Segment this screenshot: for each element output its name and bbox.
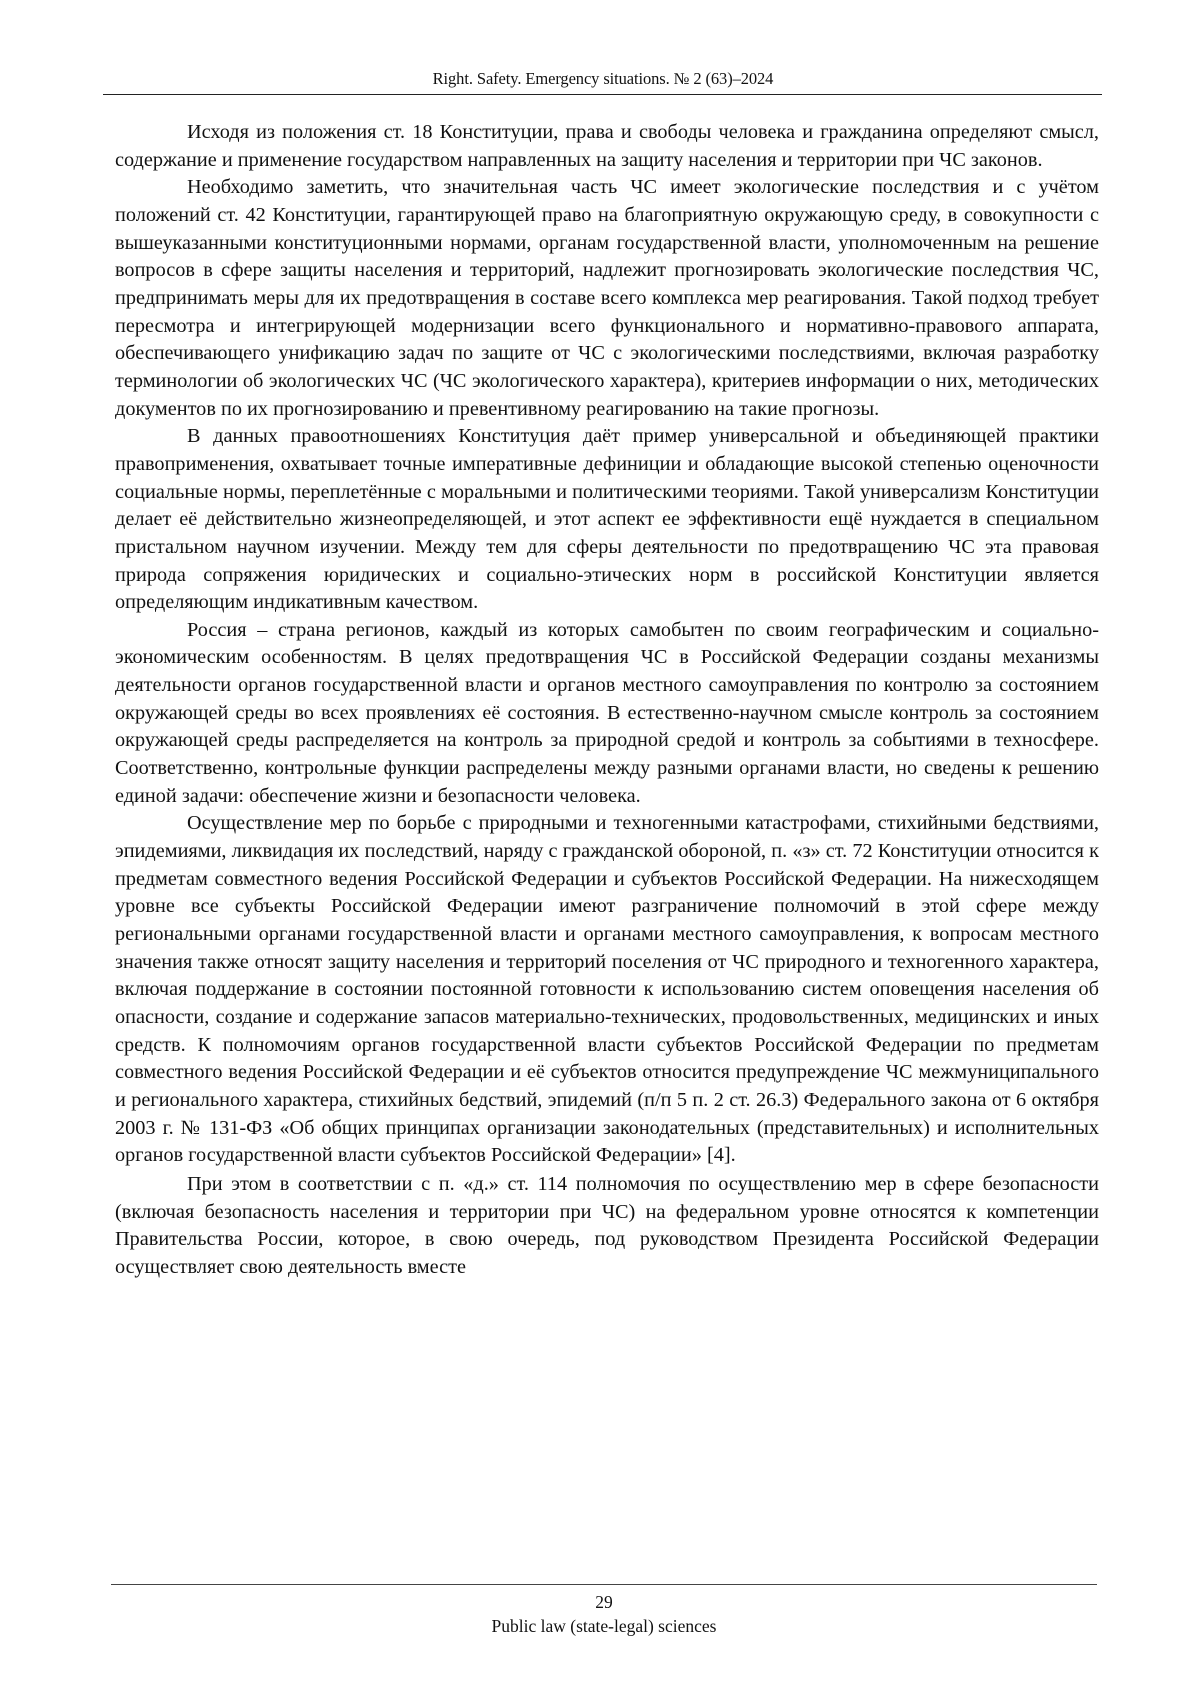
footer-divider: [111, 1584, 1097, 1585]
paragraph-universal-practice: В данных правоотношениях Конституция даёт пример универсальной и объединяющей практики правоприменения, охватывает точные императивные дефиниции и обладающие высокой степенью оценочности социальные нормы, переплетённые с моральными и политическими теориями. Такой универсализм Конституции делает её действительно жизнеопределяющей, и этот аспект ее эффективности ещё нуждается в специальном пристальном научном изучении. Между тем для сферы деятельности по предотвращению ЧС эта правовая природа сопряжения юридических и социально-этических норм в российской Конституции является определяющим индикативным качеством.: [115, 425, 1099, 614]
paragraph-russia-regions: Россия – страна регионов, каждый из которых самобытен по своим географическим и социально-экономическим особенностям. В целях предотвращения ЧС в Российской Федерации созданы механизмы деятельности органов государственной власти и органов местного самоуправления по контролю за состоянием окружающей среды во всех проявлениях её состояния. В естественно-научном смысле контроль за состоянием окружающей среды распределяется на контроль за природной средой и контроль за событиями в техносфере. Соответственно, контрольные функции распределены между разными органами власти, но сведены к решению единой задачи: обеспечение жизни и безопасности человека.: [115, 618, 1099, 807]
paragraph-ecological-consequences: Необходимо заметить, что значительная часть ЧС имеет экологические последствия и с учётом положений ст. 42 Конституции, гарантирующей право на благоприятную окружающую среду, в совокупности с вышеуказанными конституционными нормами, органам государственной власти, уполномоченным на решение вопросов в сфере защиты населения и территорий, надлежит прогнозировать экологические последствия ЧС, предпринимать меры для их предотвращения в составе всего комплекса мер реагирования. Такой подход требует пересмотра и интегрирующей модернизации всего функционального и нормативно-правового аппарата, обеспечивающего унификацию задач по защите от ЧС с экологическими последствиями, включая разработку терминологии об экологических ЧС (ЧС экологического характера), критериев информации о них, методических документов по их прогнозированию и превентивному реагированию на такие прогнозы.: [115, 176, 1099, 420]
article-body: [115, 119, 1099, 1282]
paragraph-joint-jurisdiction: Осуществление мер по борьбе с природными и техногенными катастрофами, стихийными бедствиями, эпидемиями, ликвидация их последствий, наряду с гражданской обороной, п. «з» ст. 72 Конституции относится к предметам совместного ведения Российской Федерации и субъектов Российской Федерации. На нижесходящем уровне все субъекты Российской Федерации имеют разграничение полномочий в этой сфере между региональными органами государственной власти и органами местного самоуправления, к вопросам местного значения также относят защиту населения и территорий поселения от ЧС природного и техногенного характера, включая поддержание в состоянии постоянной готовности к использованию систем оповещения населения об опасности, создание и содержание запасов материально-технических, продовольственных, медицинских и иных средств. К полномочиям органов государственной власти субъектов Российской Федерации по предметам совместного ведения Российской Федерации и её субъектов относится предупреждение ЧС межмуниципального и регионального характера, стихийных бедствий, эпидемий (п/п 5 п. 2 ст. 26.3) Федерального закона от 6 октября 2003 г. № 131-ФЗ «Об общих принципах организации законодательных (представительных) и исполнительных органов государственной власти субъектов Российской Федерации» [4].: [115, 812, 1099, 1167]
running-header: Right. Safety. Emergency situations. № 2 (63)–2024: [432, 69, 774, 88]
page-number: 29: [595, 1592, 613, 1612]
footer-section-title: Public law (state-legal) sciences: [491, 1616, 717, 1636]
header-divider: [103, 94, 1102, 95]
paragraph-government-powers: При этом в соответствии с п. «д.» ст. 114 полномочия по осуществлению мер в сфере безопасности (включая безопасность населения и территории при ЧС) на федеральном уровне относятся к компетенции Правительства России, которое, в свою очередь, под руководством Президента Российской Федерации осуществляет свою деятельность вместе: [115, 1172, 1099, 1278]
paragraph-constitution-art18: Исходя из положения ст. 18 Конституции, права и свободы человека и гражданина определяют смысл, содержание и применение государством направленных на защиту населения и территории при ЧС законов.: [115, 121, 1099, 171]
